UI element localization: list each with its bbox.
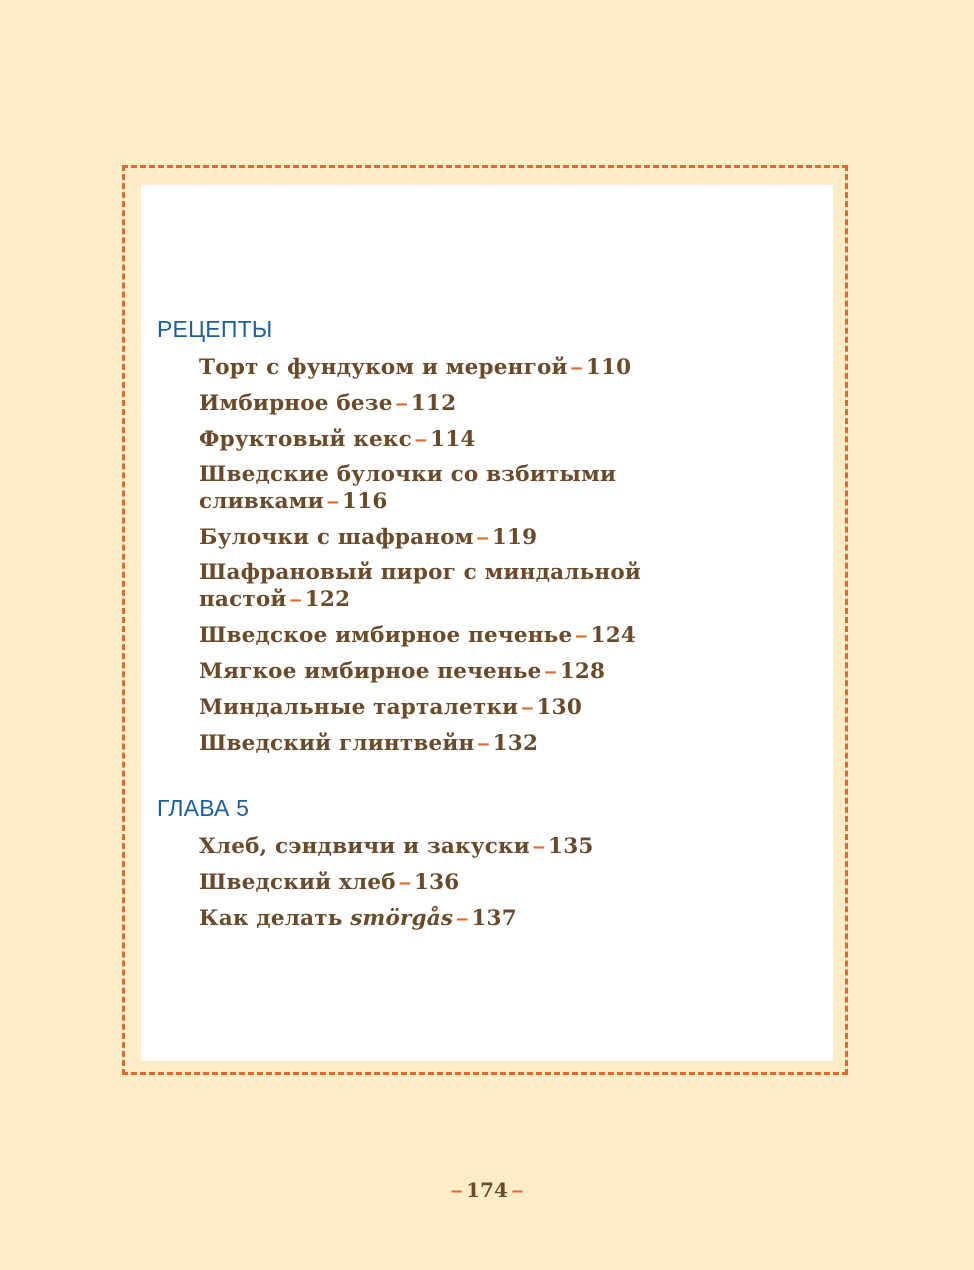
toc-item-page: 114 [430, 427, 476, 452]
toc-item-title: Шведское имбирное печенье [199, 623, 573, 648]
dash-separator: – [326, 489, 339, 513]
dash-separator: – [575, 623, 588, 647]
toc-item[interactable] [199, 524, 799, 551]
toc-item[interactable] [199, 354, 799, 381]
toc-item[interactable] [199, 560, 799, 613]
toc-item[interactable] [199, 426, 799, 453]
dash-separator: – [456, 906, 469, 930]
toc-item-title: Мягкое имбирное печенье [199, 659, 542, 684]
toc-item-title: Имбирное безе [199, 391, 393, 416]
toc-item-page: 135 [548, 834, 594, 859]
toc-item-page: 124 [590, 623, 637, 648]
toc-item-page: 132 [492, 731, 539, 756]
toc-item[interactable] [199, 694, 799, 721]
toc-item[interactable] [199, 730, 799, 757]
dash-separator: – [477, 731, 490, 755]
toc-item-page: 128 [559, 659, 606, 684]
dash-separator: – [395, 391, 408, 415]
toc-item-title: Булочки с шафраном [199, 525, 474, 550]
toc-item[interactable] [199, 869, 799, 896]
toc-item[interactable] [199, 390, 799, 417]
toc-item[interactable] [199, 462, 799, 515]
toc-item-page: 110 [585, 355, 632, 380]
toc-item-title: Шведский глинтвейн [199, 731, 475, 756]
toc-item-page: 119 [491, 525, 538, 550]
toc-item-title-line2: пастой [199, 587, 287, 612]
dash-separator: – [511, 1180, 523, 1202]
toc-item-title: Торт с фундуком и меренгой [199, 355, 568, 380]
toc-item[interactable] [199, 905, 799, 932]
toc-item[interactable] [199, 622, 799, 649]
toc-item-page: 136 [413, 870, 460, 895]
recipes-heading: РЕЦЕПТЫ [157, 316, 273, 342]
toc-item-title: Фруктовый кекс [199, 427, 412, 452]
dash-separator: – [544, 659, 557, 683]
toc-item-title: Миндальные тарталетки [199, 695, 519, 720]
chapter-heading: ГЛАВА 5 [157, 795, 250, 821]
page-number [0, 1178, 974, 1203]
dash-separator: – [521, 695, 534, 719]
dash-separator: – [451, 1180, 463, 1202]
toc-item-title-prefix: Как делать [199, 906, 343, 931]
dash-separator: – [570, 355, 583, 379]
dash-separator: – [414, 427, 428, 451]
toc-item-page: 116 [342, 489, 388, 514]
toc-item[interactable] [199, 658, 799, 685]
dash-separator: – [532, 834, 546, 858]
chapter-list [199, 833, 799, 941]
toc-item-page: 122 [304, 587, 351, 612]
toc-item-page: 130 [536, 695, 582, 720]
toc-item[interactable] [199, 833, 799, 860]
dash-separator: – [398, 870, 411, 894]
toc-item-page: 137 [471, 906, 517, 931]
page-number-value: 174 [466, 1178, 508, 1202]
dash-separator: – [289, 587, 302, 611]
toc-item-title-line1: Шафрановый пирог с миндальной [199, 560, 642, 585]
toc-item-page: 112 [410, 391, 457, 416]
recipes-list [199, 354, 799, 766]
toc-item-title-line2: сливками [199, 489, 324, 514]
toc-item-title: Шведский хлеб [199, 870, 396, 895]
toc-item-title: Хлеб, сэндвичи и закуски [199, 834, 530, 859]
toc-item-title-italic: smörgås [350, 906, 454, 931]
dash-separator: – [476, 525, 489, 549]
toc-item-title-line1: Шведские булочки со взбитыми [199, 462, 617, 487]
